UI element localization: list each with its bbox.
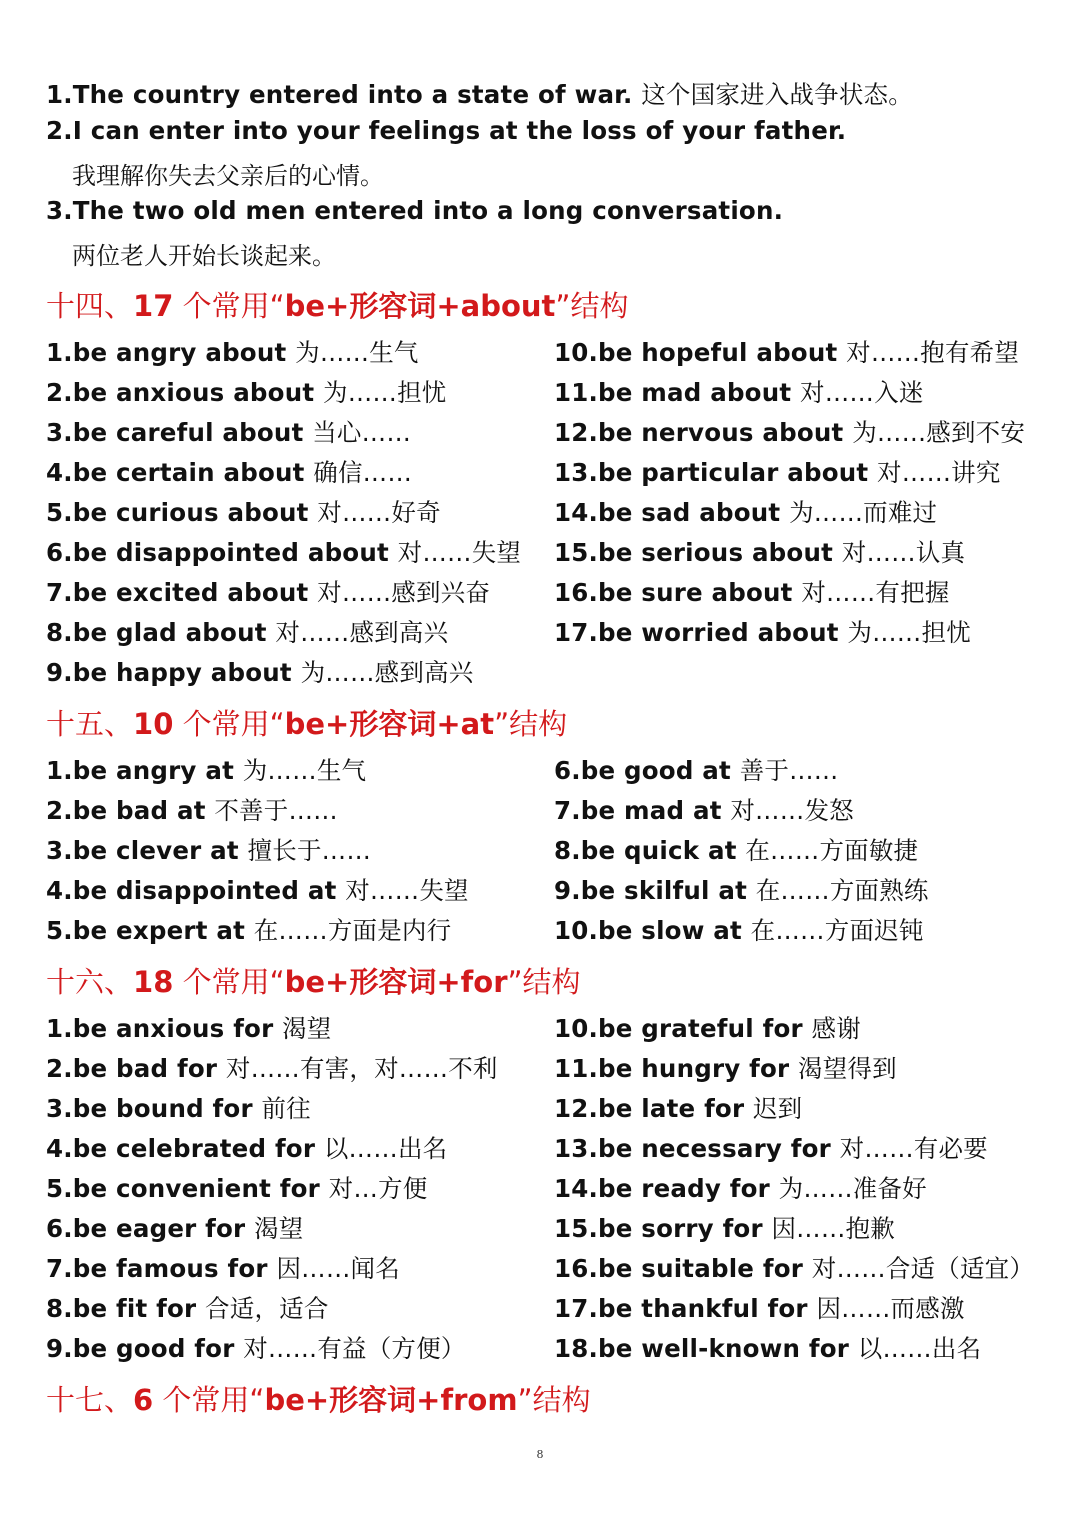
list-item: 12.be late for 迟到 (554, 1094, 803, 1123)
sentence-2-zh: 我理解你失去父亲后的心情。 (72, 162, 384, 190)
heading-suffix: ”结构 (555, 289, 629, 323)
heading-count: 17 (133, 289, 174, 323)
list-item: 4.be celebrated for 以……出名 (46, 1134, 448, 1163)
list-item: 7.be mad at 对……发怒 (554, 796, 854, 825)
list-item: 5.be convenient for 对…方便 (46, 1174, 428, 1203)
list-item: 11.be mad about 对……入迷 (554, 378, 924, 407)
section-heading-14 (46, 284, 628, 325)
list-item: 3.be careful about 当心…… (46, 418, 412, 447)
list-item: 11.be hungry for 渴望得到 (554, 1054, 897, 1083)
heading-prefix: 十七、 (46, 1383, 134, 1417)
list-item: 14.be ready for 为……准备好 (554, 1174, 927, 1203)
list-item: 13.be necessary for 对……有必要 (554, 1134, 988, 1163)
section-15-left-column (46, 751, 469, 951)
section-heading-17 (46, 1378, 591, 1419)
heading-phrase: be+形容词+from (264, 1383, 518, 1417)
list-item: 16.be sure about 对……有把握 (554, 578, 950, 607)
list-item: 16.be suitable for 对……合适（适宜） (554, 1254, 1035, 1283)
heading-suffix: ”结构 (507, 965, 581, 999)
heading-prefix: 十五、 (46, 707, 134, 741)
page-number: 8 (536, 1448, 544, 1461)
heading-count: 6 (133, 1383, 154, 1417)
sentence-3-en: 3.The two old men entered into a long conversation. (46, 196, 784, 225)
section-15-right-column (554, 751, 929, 951)
section-16-left-column (46, 1009, 498, 1369)
list-item: 4.be disappointed at 对……失望 (46, 876, 469, 905)
list-item: 18.be well-known for 以……出名 (554, 1334, 982, 1363)
heading-suffix: ”结构 (494, 707, 568, 741)
list-item: 12.be nervous about 为……感到不安 (554, 418, 1026, 447)
list-item: 5.be curious about 对……好奇 (46, 498, 441, 527)
heading-phrase: be+形容词+at (284, 707, 495, 741)
list-item: 2.be bad at 不善于…… (46, 796, 338, 825)
sentence-3-zh: 两位老人开始长谈起来。 (72, 242, 336, 270)
list-item: 5.be expert at 在……方面是内行 (46, 916, 452, 945)
list-item: 4.be certain about 确信…… (46, 458, 413, 487)
heading-suffix: ”结构 (517, 1383, 591, 1417)
list-item: 1.be anxious for 渴望 (46, 1014, 332, 1043)
list-item: 1.be angry at 为……生气 (46, 756, 367, 785)
list-item: 1.be angry about 为……生气 (46, 338, 419, 367)
list-item: 3.be clever at 擅长于…… (46, 836, 372, 865)
heading-mid: 个常用“ (173, 707, 285, 741)
heading-phrase: be+形容词+about (284, 289, 556, 323)
list-item: 17.be worried about 为……担忧 (554, 618, 971, 647)
sentence-1 (46, 76, 913, 111)
heading-mid: 个常用“ (173, 965, 285, 999)
list-item: 6.be eager for 渴望 (46, 1214, 304, 1243)
list-item: 3.be bound for 前往 (46, 1094, 311, 1123)
list-item: 8.be glad about 对……感到高兴 (46, 618, 449, 647)
list-item: 6.be good at 善于…… (554, 756, 839, 785)
heading-count: 10 (133, 707, 174, 741)
list-item: 13.be particular about 对……讲究 (554, 458, 1001, 487)
list-item: 2.be anxious about 为……担忧 (46, 378, 447, 407)
list-item: 9.be skilful at 在……方面熟练 (554, 876, 929, 905)
list-item: 15.be serious about 对……认真 (554, 538, 966, 567)
list-item: 7.be famous for 因……闻名 (46, 1254, 400, 1283)
sentence-1-zh: 这个国家进入战争状态。 (641, 80, 913, 109)
list-item: 17.be thankful for 因……而感激 (554, 1294, 965, 1323)
section-heading-15 (46, 702, 567, 743)
list-item: 10.be hopeful about 对……抱有希望 (554, 338, 1020, 367)
list-item: 15.be sorry for 因……抱歉 (554, 1214, 895, 1243)
heading-mid: 个常用“ (153, 1383, 265, 1417)
list-item: 10.be slow at 在……方面迟钝 (554, 916, 924, 945)
sentence-2-en: 2.I can enter into your feelings at the loss of your father. (46, 116, 847, 145)
list-item: 10.be grateful for 感谢 (554, 1014, 861, 1043)
heading-phrase: be+形容词+for (284, 965, 508, 999)
sentence-1-en: 1.The country entered into a state of war. (46, 80, 633, 109)
heading-mid: 个常用“ (173, 289, 285, 323)
heading-count: 18 (133, 965, 174, 999)
list-item: 9.be good for 对……有益（方便） (46, 1334, 466, 1363)
section-14-right-column (554, 333, 1025, 653)
section-14-left-column (46, 333, 521, 693)
list-item: 14.be sad about 为……而难过 (554, 498, 938, 527)
list-item: 8.be fit for 合适，适合 (46, 1294, 329, 1323)
list-item: 9.be happy about 为……感到高兴 (46, 658, 474, 687)
list-item: 6.be disappointed about 对……失望 (46, 538, 522, 567)
list-item: 8.be quick at 在……方面敏捷 (554, 836, 919, 865)
section-heading-16 (46, 960, 581, 1001)
heading-prefix: 十六、 (46, 965, 134, 999)
list-item: 7.be excited about 对……感到兴奋 (46, 578, 491, 607)
heading-prefix: 十四、 (46, 289, 134, 323)
section-16-right-column (554, 1009, 1034, 1369)
list-item: 2.be bad for 对……有害，对……不利 (46, 1054, 498, 1083)
